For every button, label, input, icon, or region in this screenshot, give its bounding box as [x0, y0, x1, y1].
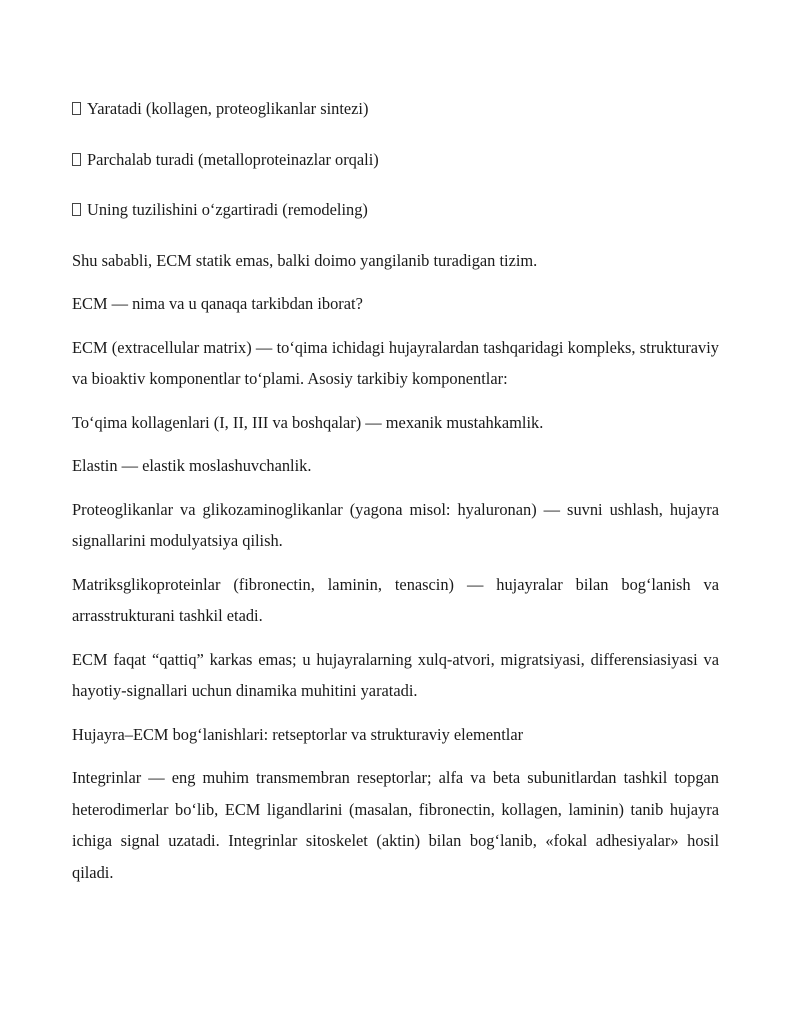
section-heading: Hujayra–ECM bog‘lanishlari: retseptorlar va strukturaviy elementlar: [72, 724, 524, 744]
bullet-text: Parchalab turadi (metalloproteinazlar orqali): [87, 149, 379, 169]
paragraph: Elastin — elastik moslashuvchanlik.: [72, 456, 312, 475]
bullet-text: Uning tuzilishini o‘zgartiradi (remodeling): [87, 200, 368, 219]
paragraph: ECM (extracellular matrix) — to‘qima ichidagi hujayralardan tashqaridagi kompleks, strukturaviy va bioaktiv komponentlar to‘plami. Asosiy tarkibiy komponentlar:: [72, 337, 719, 388]
checkbox-icon: [72, 102, 81, 115]
paragraph: Proteoglikanlar va glikozaminoglikanlar (yagona misol: hyaluronan) — suvni ushlash, hujayra signallarini modulyatsiya qilish.: [72, 499, 719, 550]
bullet-item: [72, 144, 719, 176]
checkbox-icon: [72, 153, 81, 166]
paragraph: Matriksglikoproteinlar (fibronectin, laminin, tenascin) — hujayralar bilan bog‘lanish va arrasstrukturani tashkil etadi.: [72, 574, 719, 625]
section-heading: ECM — nima va u qanaqa tarkibdan iborat?: [72, 294, 363, 313]
paragraph: Shu sababli, ECM statik emas, balki doimo yangilanib turadigan tizim.: [72, 250, 538, 270]
checkbox-icon: [72, 203, 81, 216]
bullet-item: [72, 93, 719, 125]
paragraph: Integrinlar — eng muhim transmembran reseptorlar; alfa va beta subunitlardan tashkil topgan heterodimerlar bo‘lib, ECM ligandlarini (masalan, fibronectin, kollagen, laminin) tanib hujayra ichiga signal uzatadi. Integrinlar sitoskelet (aktin) bilan bog‘lanib, «fokal adhesiyalar» hosil qiladi.: [72, 768, 719, 882]
paragraph: ECM faqat “qattiq” karkas emas; u hujayralarning xulq-atvori, migratsiyasi, differensiasiyasi va hayotiy-signallari uchun dinamika muhitini yaratadi.: [72, 649, 719, 700]
bullet-text: Yaratadi (kollagen, proteoglikanlar sintezi): [87, 99, 369, 118]
document-page: [72, 93, 719, 900]
bullet-item: [72, 194, 719, 226]
paragraph: To‘qima kollagenlari (I, II, III va boshqalar) — mexanik mustahkamlik.: [72, 412, 544, 432]
